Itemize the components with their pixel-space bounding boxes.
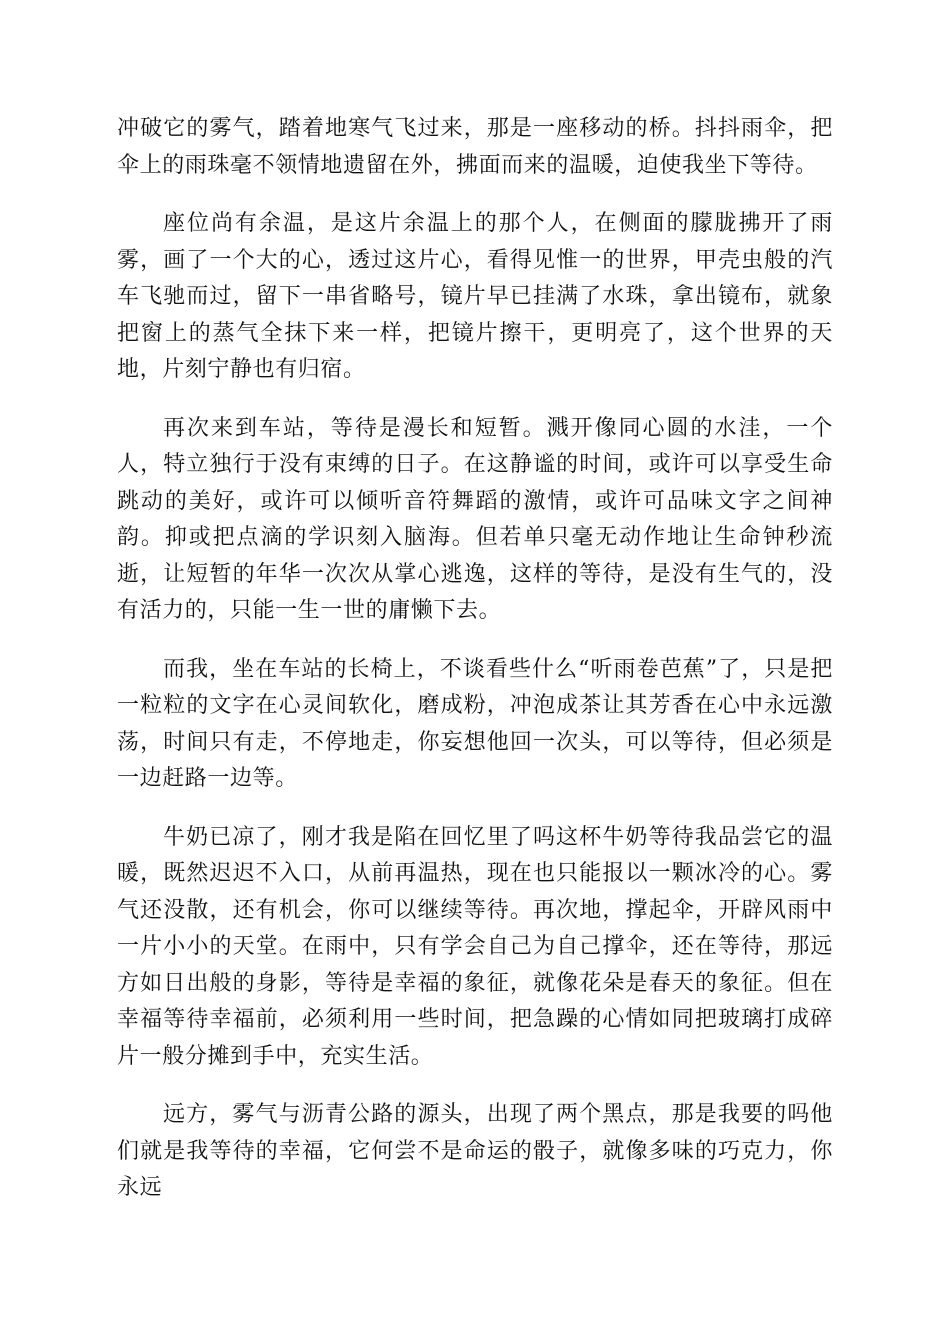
paragraph: 座位尚有余温，是这片余温上的那个人，在侧面的朦胧拂开了雨雾，画了一个大的心，透过这片心，看得见惟一的世界，甲壳虫般的汽车飞驰而过，留下一串省略号，镜片早已挂满了水珠，拿出镜布，就象把窗上的蒸气全抹下来一样，把镜片擦干，更明亮了，这个世界的天地，片刻宁静也有归宿。 (117, 211, 833, 382)
article-body (117, 111, 833, 1229)
paragraph: 冲破它的雾气，踏着地寒气飞过来，那是一座移动的桥。抖抖雨伞，把伞上的雨珠毫不领情地遗留在外，拂面而来的温暖，迫使我坐下等待。 (117, 116, 833, 178)
paragraph: 而我，坐在车站的长椅上，不谈看些什么“听雨卷芭蕉”了，只是把一粒粒的文字在心灵间软化，磨成粉，冲泡成茶让其芳香在心中永远激荡，时间只有走，不停地走，你妄想他回一次头，可以等待，但必须是一边赶路一边等。 (117, 656, 833, 791)
paragraph: 再次来到车站，等待是漫长和短暂。溅开像同心圆的水洼，一个人，特立独行于没有束缚的日子。在这静谧的时间，或许可以享受生命跳动的美好，或许可以倾听音符舞蹈的激情，或许可品味文字之间神韵。抑或把点滴的学识刻入脑海。但若单只毫无动作地让生命钟秒流逝，让短暂的年华一次次从掌心逃逸，这样的等待，是没有生气的，没有活力的，只能一生一世的庸懒下去。 (117, 415, 833, 623)
paragraph: 远方，雾气与沥青公路的源头，出现了两个黑点，那是我要的吗他们就是我等待的幸福，它何尝不是命运的骰子，就像多味的巧克力，你永远 (117, 1102, 833, 1200)
paragraph: 牛奶已凉了，刚才我是陷在回忆里了吗这杯牛奶等待我品尝它的温暖，既然迟迟不入口，从前再温热，现在也只能报以一颗冰冷的心。雾气还没散，还有机会，你可以继续等待。再次地，撑起伞，开辟风雨中一片小小的天堂。在雨中，只有学会自己为自己撑伞，还在等待，那远方如日出般的身影，等待是幸福的象征，就像花朵是春天的象征。但在幸福等待幸福前，必须利用一些时间，把急躁的心情如同把玻璃打成碎片一般分摊到手中，充实生活。 (117, 824, 833, 1069)
